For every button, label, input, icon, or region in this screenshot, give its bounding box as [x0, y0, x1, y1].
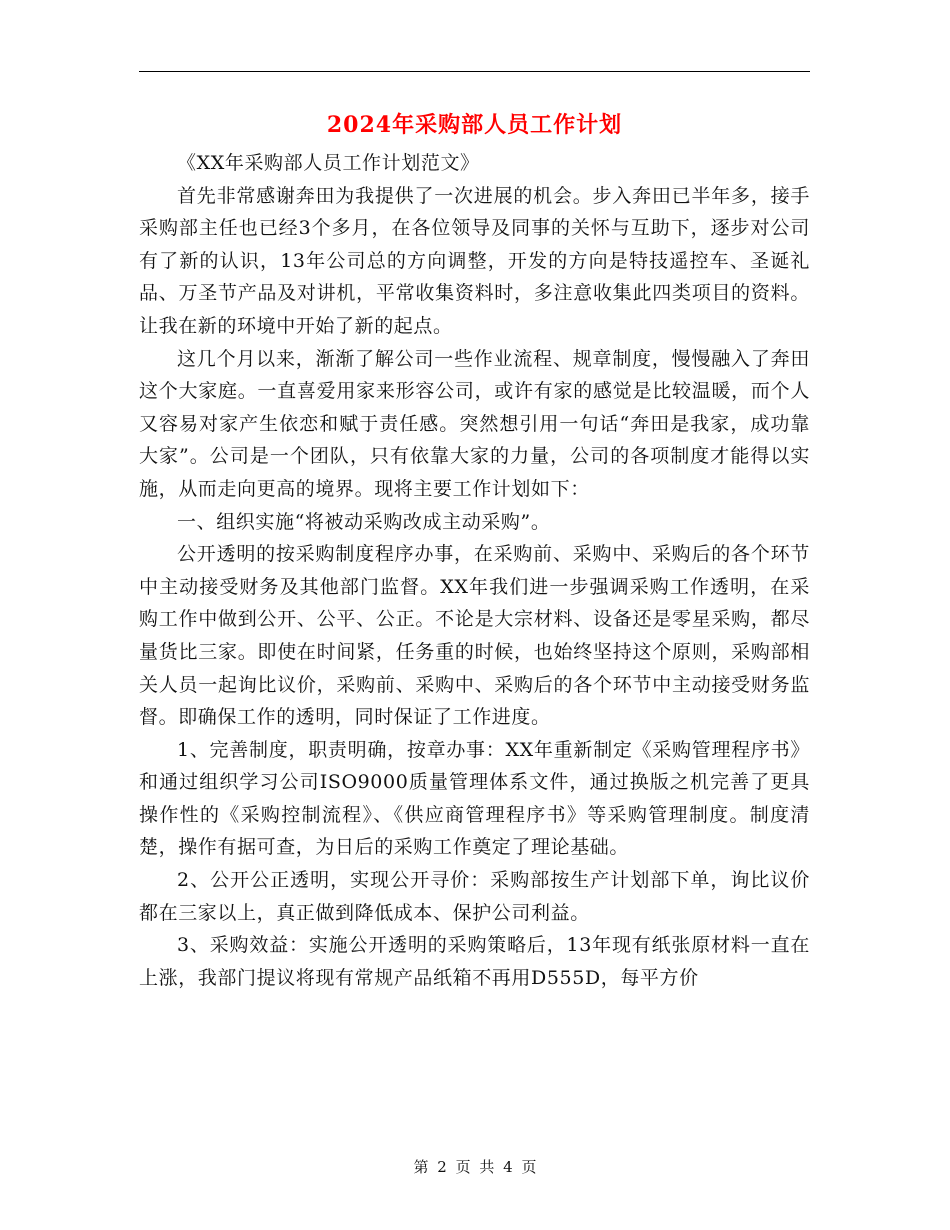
page-footer: 第 2 页 共 4 页 — [413, 1158, 537, 1176]
paragraph: 1、完善制度，职责明确，按章办事：XX年重新制定《采购管理程序书》和通过组织学习公司ISO9000质量管理体系文件，通过换版之机完善了更具操作性的《采购控制流程》、《供应商管理程序书》等采购管理制度。制度清楚，操作有据可查，为日后的采购工作奠定了理论基础。 — [139, 738, 810, 859]
paragraph: 公开透明的按采购制度程序办事，在采购前、采购中、采购后的各个环节中主动接受财务及其他部门监督。XX年我们进一步强调采购工作透明，在采购工作中做到公开、公平、公正。不论是大宗材料、设备还是零星采购，都尽量货比三家。即使在时间紧，任务重的时候，也始终坚持这个原则，采购部相关人员一起询比议价，采购前、采购中、采购后的各个环节中主动接受财务监督。即确保工作的透明，同时保证了工作进度。 — [139, 543, 810, 729]
paragraph: 这几个月以来，渐渐了解公司一些作业流程、规章制度，慢慢融入了奔田这个大家庭。一直喜爱用家来形容公司，或许有家的感觉是比较温暖，而个人又容易对家产生依恋和赋于责任感。突然想引用一句话“奔田是我家，成功靠大家”。公司是一个团队，只有依靠大家的力量，公司的各项制度才能得以实施，从而走向更高的境界。现将主要工作计划如下： — [139, 347, 810, 500]
document-title: 2024年采购部人员工作计划 — [326, 112, 623, 138]
document-body — [139, 147, 810, 994]
paragraph: 首先非常感谢奔田为我提供了一次进展的机会。步入奔田已半年多，接手采购部主任也已经3个多月，在各位领导及同事的关怀与互助下，逐步对公司有了新的认识，13年公司总的方向调整，开发的方向是特技遥控车、圣诞礼品、万圣节产品及对讲机，平常收集资料时，多注意收集此四类项目的资料。让我在新的环境中开始了新的起点。 — [139, 184, 810, 337]
paragraph: 3、采购效益：实施公开透明的采购策略后，13年现有纸张原材料一直在上涨，我部门提议将现有常规产品纸箱不再用D555D，每平方价 — [139, 934, 810, 989]
section-heading: 一、组织实施“将被动采购改成主动采购”。 — [177, 510, 551, 533]
paragraph-subtitle: 《XX年采购部人员工作计划范文》 — [177, 152, 480, 174]
paragraph: 2、公开公正透明，实现公开寻价：采购部按生产计划部下单，询比议价都在三家以上，真正做到降低成本、保护公司利益。 — [139, 869, 810, 924]
header-rule — [139, 71, 810, 72]
